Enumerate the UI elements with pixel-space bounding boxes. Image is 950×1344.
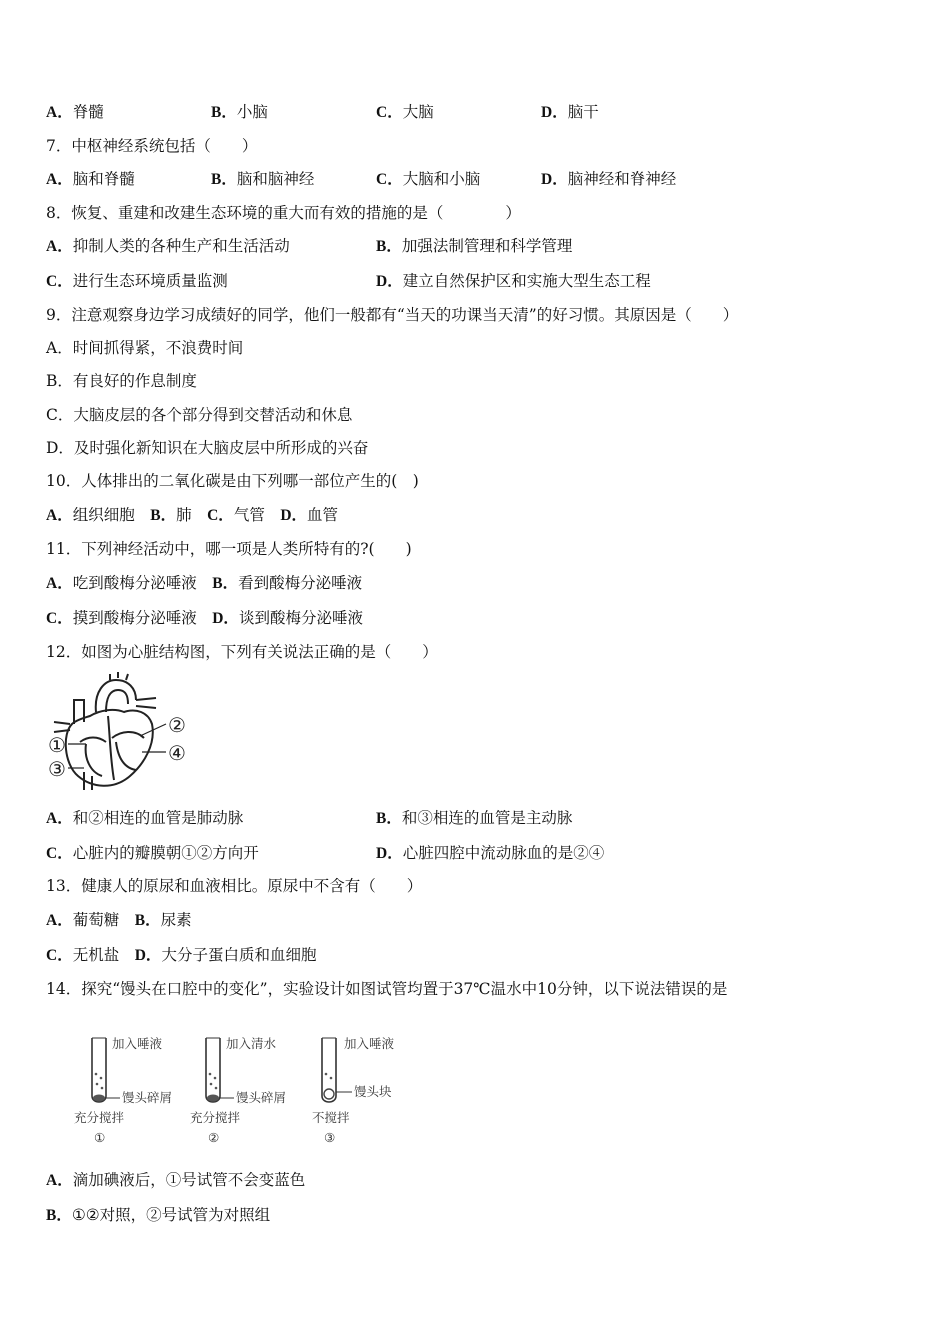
q9-option-a: A．时间抓得紧，不浪费时间: [46, 339, 244, 357]
q11-options-ab: A．吃到酸梅分泌唾液 B．看到酸梅分泌唾液: [46, 574, 363, 592]
q8-option-b: B．加强法制管理和科学管理: [376, 237, 573, 255]
q7-stem: 7．中枢神经系统包括（ ）: [46, 137, 258, 155]
tube2-side-label: 馒头碎屑: [236, 1090, 287, 1105]
q6-option-c: C．大脑: [376, 103, 434, 121]
tube1-top-label: 加入唾液: [112, 1036, 163, 1051]
q10-options: A．组织细胞 B．肺 C．气管 D．血管: [46, 506, 339, 524]
q6-option-a: A．脊髓: [46, 103, 104, 121]
q10-stem: 10．人体排出的二氧化碳是由下列哪一部位产生的( ): [46, 472, 419, 490]
heart-label-2: ②: [168, 713, 186, 737]
q14-stem: 14．探究“馒头在口腔中的变化”，实验设计如图试管均置于37℃温水中10分钟，以下说法错误的是: [46, 980, 728, 998]
q13-stem: 13．健康人的原尿和血液相比。原尿中不含有（ ）: [46, 877, 423, 895]
tube1-side-label: 馒头碎屑: [122, 1090, 173, 1105]
q9-option-c: C．大脑皮层的各个部分得到交替活动和休息: [46, 406, 353, 424]
q12-option-a: A．和②相连的血管是肺动脉: [46, 809, 244, 827]
q8-option-d: D．建立自然保护区和实施大型生态工程: [376, 272, 651, 290]
q8-stem: 8．恢复、重建和改建生态环境的重大而有效的措施的是（ ）: [46, 204, 521, 222]
tube2-bottom-label: 充分搅拌: [190, 1110, 241, 1125]
q7-option-a: A．脑和脊髓: [46, 170, 135, 188]
tube1-bottom-label: 充分搅拌: [74, 1110, 125, 1125]
heart-label-3: ③: [48, 757, 66, 781]
q12-option-d: D．心脏四腔中流动脉血的是②④: [376, 844, 605, 862]
heart-diagram: [44, 672, 199, 792]
tube3-bottom-label: 不搅拌: [312, 1110, 350, 1125]
q6-option-b: B．小脑: [211, 103, 268, 121]
q12-option-b: B．和③相连的血管是主动脉: [376, 809, 573, 827]
q11-options-cd: C．摸到酸梅分泌唾液 D．谈到酸梅分泌唾液: [46, 609, 363, 627]
q11-stem: 11．下列神经活动中，哪一项是人类所特有的?( ): [46, 540, 412, 558]
test-tube-diagram: [70, 1034, 420, 1149]
q7-option-c: C．大脑和小脑: [376, 170, 481, 188]
q9-option-b: B．有良好的作息制度: [46, 372, 197, 390]
q14-option-b: B．①②对照，②号试管为对照组: [46, 1206, 271, 1224]
q8-option-c: C．进行生态环境质量监测: [46, 272, 228, 290]
tube3-top-label: 加入唾液: [344, 1036, 395, 1051]
q14-option-a: A．滴加碘液后，①号试管不会变蓝色: [46, 1171, 306, 1189]
q7-option-d: D．脑神经和脊神经: [541, 170, 677, 188]
q13-options-cd: C．无机盐 D．大分子蛋白质和血细胞: [46, 946, 317, 964]
heart-label-4: ④: [168, 741, 186, 765]
q12-stem: 12．如图为心脏结构图，下列有关说法正确的是（ ）: [46, 643, 438, 661]
q12-option-c: C．心脏内的瓣膜朝①②方向开: [46, 844, 259, 862]
tube1-number: ①: [94, 1130, 106, 1145]
q7-option-b: B．脑和脑神经: [211, 170, 315, 188]
q6-option-d: D．脑干: [541, 103, 599, 121]
tube3-side-label: 馒头块: [354, 1084, 392, 1099]
tube3-number: ③: [324, 1130, 336, 1145]
q9-option-d: D．及时强化新知识在大脑皮层中所形成的兴奋: [46, 439, 369, 457]
heart-label-1: ①: [48, 733, 66, 757]
q8-option-a: A．抑制人类的各种生产和生活活动: [46, 237, 290, 255]
tube2-number: ②: [208, 1130, 220, 1145]
tube2-top-label: 加入清水: [226, 1036, 277, 1051]
q13-options-ab: A．葡萄糖 B．尿素: [46, 911, 192, 929]
q9-stem: 9．注意观察身边学习成绩好的同学，他们一般都有“当天的功课当天清”的好习惯。其原因是（ ）: [46, 306, 739, 324]
